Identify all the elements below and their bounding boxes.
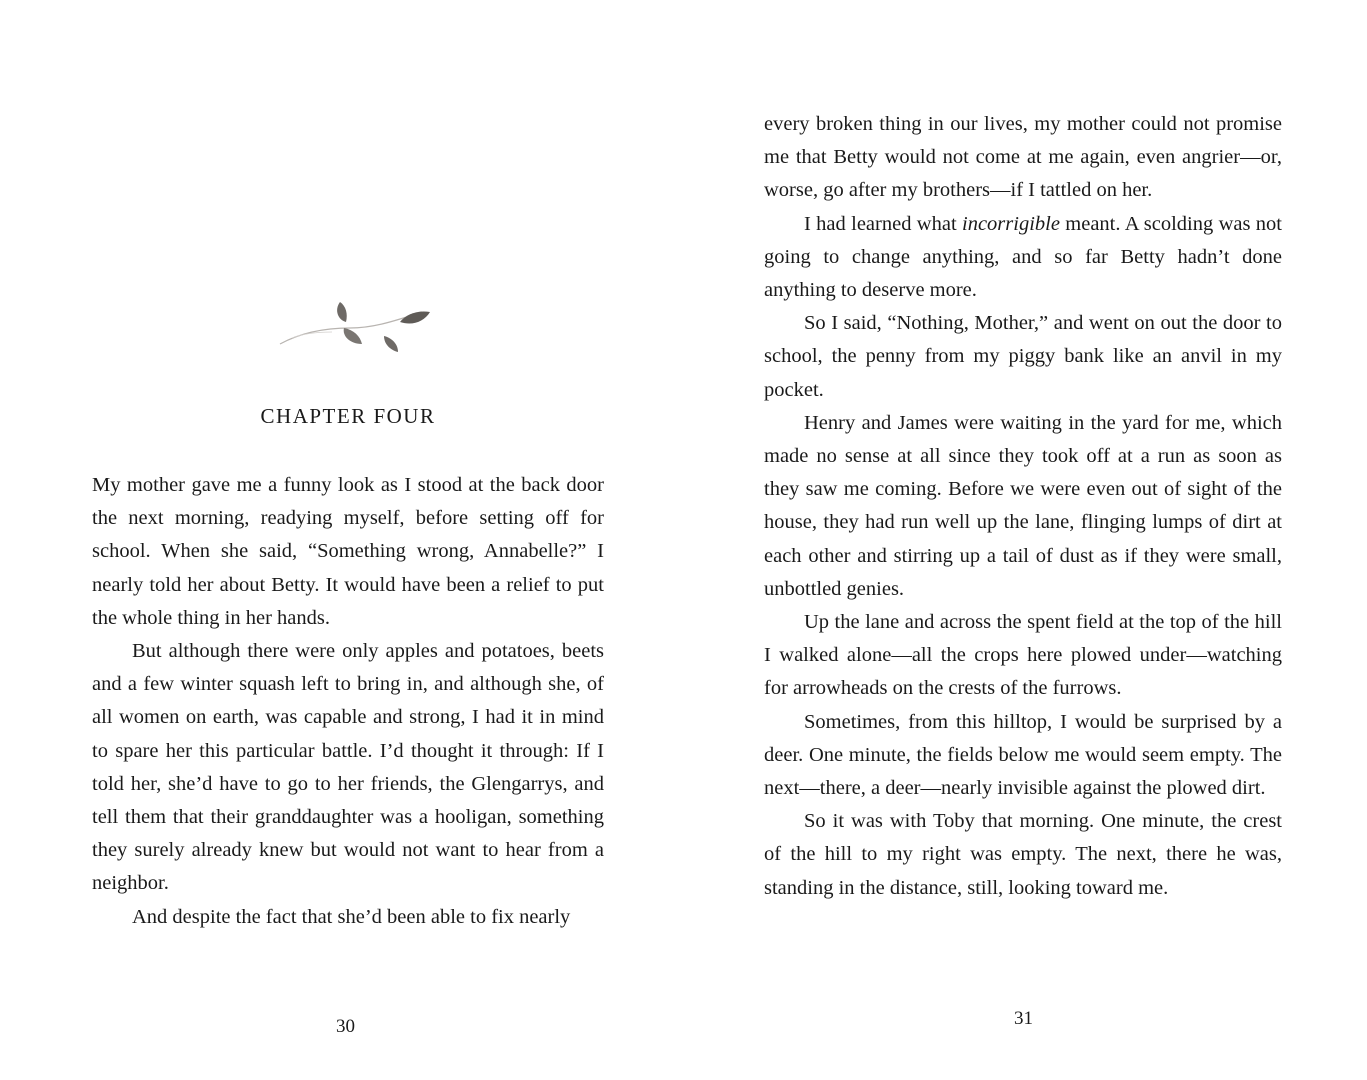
paragraph: And despite the fact that she’d been able to fix nearly — [132, 905, 571, 928]
emphasized-word: incorrigible — [962, 212, 1060, 235]
paragraph-text: meant. A scolding was not going to change anything, and so far Betty hadn’t done anything to deserve more. — [764, 212, 1282, 302]
page-number: 30 — [336, 1016, 355, 1037]
paragraph-text: I had learned what — [804, 212, 962, 235]
paragraph: Sometimes, from this hilltop, I would be surprised by a deer. One minute, the fields below me would seem empty. The next—there, a deer—nearly invisible against the plowed dirt. — [764, 710, 1282, 800]
leaf-sprig-icon — [272, 292, 442, 362]
paragraph: But although there were only apples and potatoes, beets and a few winter squash left to bring in, and although she, of all women on earth, was capable and strong, I had it in mind to spare her this particular battle. I’d thought it through: If I told her, she’d have to go to her friends, the Glengarrys, and tell them that their granddaughter was a hooligan, something they surely already knew but would not want to hear from a neighbor. — [92, 640, 604, 895]
paragraph: Up the lane and across the spent field at the top of the hill I walked alone—all the crops here plowed under—watching for arrowheads on the crests of the furrows. — [764, 611, 1282, 700]
paragraph: every broken thing in our lives, my mother could not promise me that Betty would not come at me again, even angrier—or, worse, go after my brothers—if I tattled on her. — [764, 113, 1282, 202]
page-number: 31 — [1014, 1008, 1033, 1029]
paragraph — [764, 208, 1282, 308]
paragraph: So I said, “Nothing, Mother,” and went on out the door to school, the penny from my piggy bank like an anvil in my pocket. — [764, 312, 1282, 401]
paragraph: Henry and James were waiting in the yard for me, which made no sense at all since they took off at a run as soon as they saw me coming. Before we were even out of sight of the house, they had run well up the lane, flinging lumps of dirt at each other and stirring up a tail of dust as if they were small, unbottled genies. — [764, 411, 1282, 600]
right-page — [684, 0, 1367, 1080]
chapter-title: CHAPTER FOUR — [260, 404, 436, 428]
left-body-text — [92, 469, 604, 934]
paragraph: So it was with Toby that morning. One minute, the crest of the hill to my right was empty. The next, there he was, standing in the distance, still, looking toward me. — [764, 810, 1282, 899]
paragraph: My mother gave me a funny look as I stood at the back door the next morning, readying myself, before setting off for school. When she said, “Something wrong, Annabelle?” I nearly told her about Betty. It would have been a relief to put the whole thing in her hands. — [92, 474, 604, 629]
right-body-text — [764, 108, 1282, 905]
